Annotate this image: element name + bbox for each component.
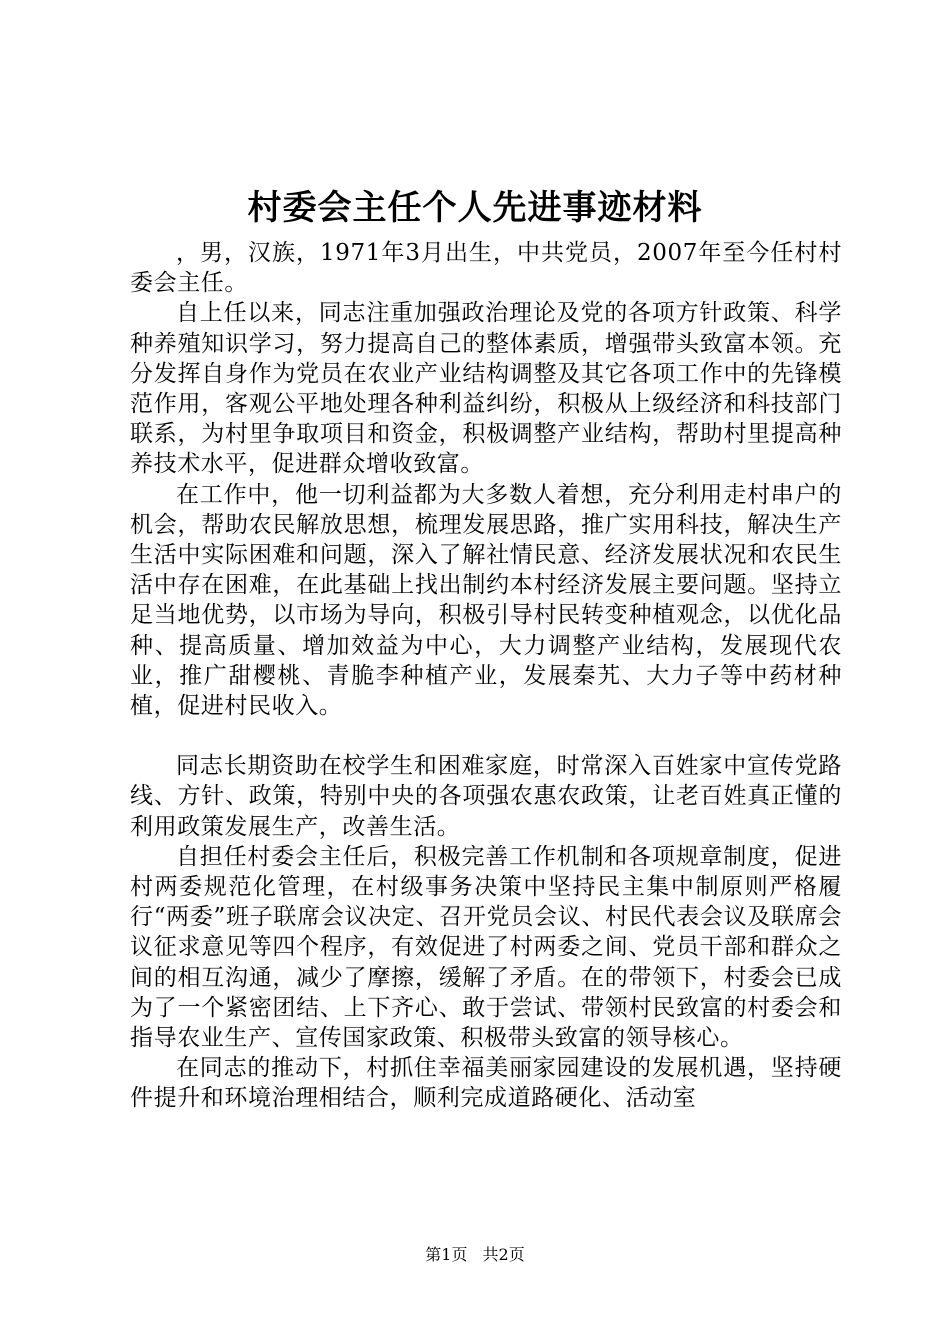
paragraph-work: 在工作中，他一切利益都为大多数人着想，充分利用走村串户的机会，帮助农民解放思想，梳理发展思路，推广实用科技，解决生产生活中实际困难和问题，深入了解社情民意、经济发展状况和农民生活中存在困难，在此基础上找出制约本村经济发展主要问题。坚持立足当地优势，以市场为导向，积极引导村民转变种植观念，以优化品种、提高质量、增加效益为中心，大力调整产业结构，发展现代农业，推广甜樱桃、青脆李种植产业，发展秦艽、大力子等中药材种植，促进村民收入。 (130, 481, 842, 720)
page-number: 第1页 (425, 1245, 468, 1264)
paragraph-assistance: 同志长期资助在校学生和困难家庭，时常深入百姓家中宣传党路线、方针、政策，特别中央的各项强农惠农政策，让老百姓真正懂的利用政策发展生产，改善生活。 (130, 753, 842, 840)
document-title: 村委会主任个人先进事迹材料 (247, 188, 703, 228)
paragraph-study: 自上任以来，同志注重加强政治理论及党的各项方针政策、科学种养殖知识学习，努力提高自己的整体素质，增强带头致富本领。充分发挥自身作为党员在农业产业结构调整及其它各项工作中的先锋模范作用，客观公平地处理各种利益纠纷，积极从上级经济和科技部门联系，为村里争取项目和资金，积极调整产业结构，帮助村里提高种养技术水平，促进群众增收致富。 (130, 300, 842, 478)
paragraph-management: 自担任村委会主任后，积极完善工作机制和各项规章制度，促进村两委规范化管理，在村级事务决策中坚持民主集中制原则严格履行“两委”班子联席会议决定、召开党员会议、村民代表会议及联席会议征求意见等四个程序，有效促进了村两委之间、党员干部和群众之间的相互沟通，减少了摩擦，缓解了矛盾。在的带领下，村委会已成为了一个紧密团结、上下齐心、敢于尝试、带领村民致富的村委会和指导农业生产、宣传国家政策、积极带头致富的领导核心。 (130, 843, 842, 1052)
page-total: 共2页 (482, 1245, 525, 1264)
paragraph-construction: 在同志的推动下，村抓住幸福美丽家园建设的发展机遇，坚持硬件提升和环境治理相结合，顺利完成道路硬化、活动室 (130, 1055, 842, 1112)
paragraph-intro: ，男，汉族，1971年3月出生，中共党员，2007年至今任村村委会主任。 (130, 240, 842, 297)
document-body (130, 238, 842, 1114)
page-footer (0, 1244, 950, 1266)
